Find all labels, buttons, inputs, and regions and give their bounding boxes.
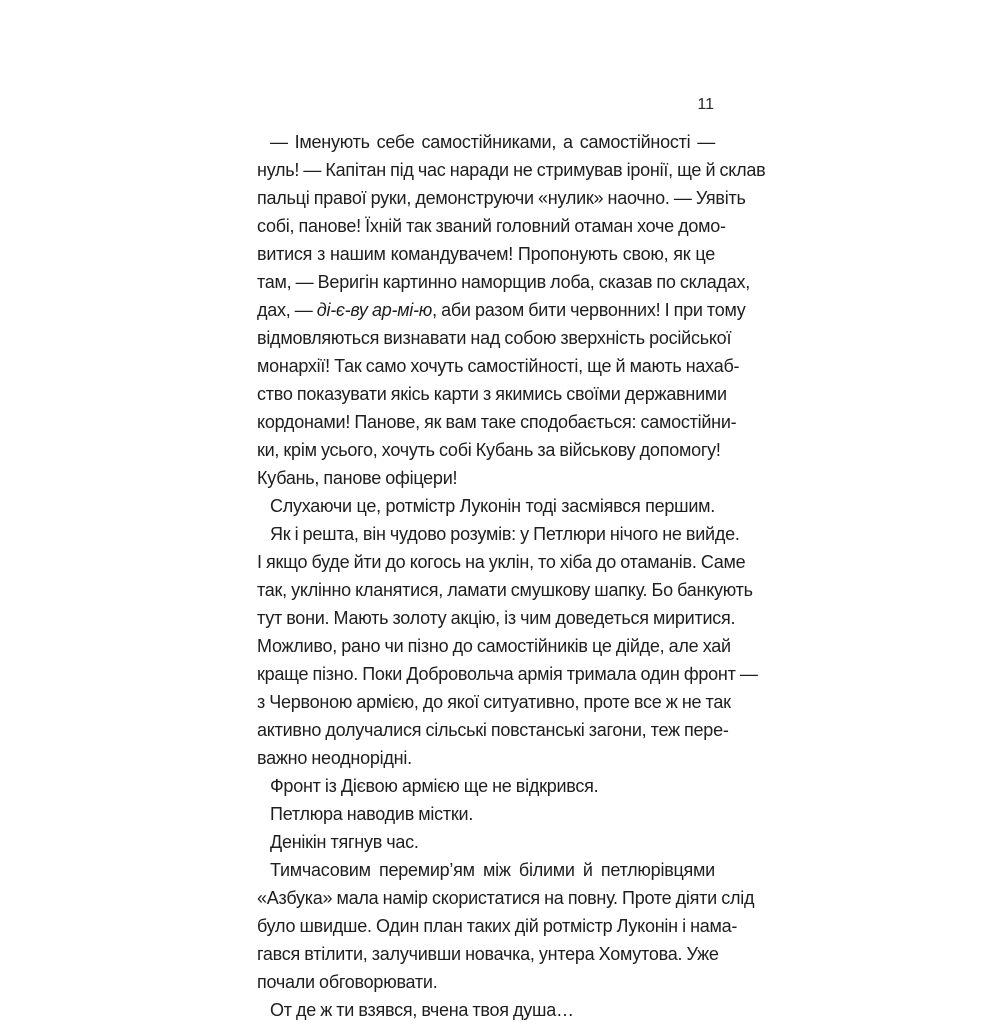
text-line: [257, 324, 732, 352]
text-segment: було швидше. Один план таких дій ротмістр Луконін і нама-: [257, 916, 738, 936]
text-segment: От де ж ти взявся, вчена твоя душа…: [270, 1000, 574, 1020]
text-line: [257, 296, 746, 324]
text-segment: Тимчасовим перемир’ям між білими й петлюрівцями: [270, 860, 715, 880]
text-line: [257, 212, 726, 240]
italic-text-segment: ді-є-ву ар-мі-ю: [316, 300, 433, 320]
text-line: [257, 128, 715, 156]
text-segment: витися з нашим командувачем! Пропонують свою, як це: [257, 244, 715, 264]
text-line: [257, 884, 755, 912]
text-line: [257, 492, 715, 520]
body-text: [257, 128, 766, 1024]
text-line: [257, 576, 753, 604]
text-line: [257, 156, 766, 184]
text-line: [257, 184, 746, 212]
text-line: [257, 912, 738, 940]
text-line: [257, 744, 715, 772]
text-line: [257, 464, 715, 492]
text-line: [257, 520, 740, 548]
text-line: [257, 380, 727, 408]
text-line: [257, 828, 715, 856]
text-line: [257, 632, 731, 660]
text-line: [257, 660, 758, 688]
text-segment: дах, —: [257, 300, 317, 320]
text-line: [257, 800, 715, 828]
text-line: [257, 772, 715, 800]
text-segment: Як і решта, він чудово розумів: у Петлюри нічого не вийде.: [270, 524, 740, 544]
text-line: [257, 688, 731, 716]
text-segment: собі, панове! Їхній так званий головний отаман хоче домо-: [257, 216, 726, 236]
text-line: [257, 268, 751, 296]
text-segment: з Червоною армією, до якої ситуативно, проте все ж не так: [257, 692, 731, 712]
text-segment: гався втілити, залучивши новачка, унтера Хомутова. Уже: [257, 944, 719, 964]
text-segment: — Іменують себе самостійниками, а самостійності —: [270, 132, 715, 152]
text-segment: , аби разом бити червонних! І при тому: [432, 300, 746, 320]
text-segment: пальці правої руки, демонструючи «нулик» наочно. — Уявіть: [257, 188, 746, 208]
text-line: [257, 996, 715, 1024]
text-line: [257, 240, 715, 268]
text-segment: Кубань, панове офіцери!: [257, 468, 458, 488]
text-segment: Слухаючи це, ротмістр Луконін тоді засміявся першим.: [270, 496, 715, 516]
text-segment: важно неоднорідні.: [257, 748, 412, 768]
text-segment: І якщо буде йти до когось на уклін, то хіба до отаманів. Саме: [257, 552, 746, 572]
text-segment: кордонами! Панове, як вам таке сподобається: самостійни-: [257, 412, 737, 432]
text-segment: «Азбука» мала намір скористатися на повну. Проте діяти слід: [257, 888, 755, 908]
text-line: [257, 940, 719, 968]
text-segment: активно долучалися сільські повстанські загони, теж пере-: [257, 720, 729, 740]
text-segment: Денікін тягнув час.: [270, 832, 419, 852]
text-segment: тут вони. Мають золоту акцію, із чим доведеться миритися.: [257, 608, 736, 628]
text-segment: почали обговорювати.: [257, 972, 438, 992]
text-line: [257, 604, 736, 632]
text-segment: ство показувати якісь карти з якимись своїми державними: [257, 384, 727, 404]
text-line: [257, 856, 715, 884]
text-segment: Петлюра наводив містки.: [270, 804, 474, 824]
text-line: [257, 716, 729, 744]
text-segment: монархії! Так само хочуть самостійності, ще й мають нахаб-: [257, 356, 740, 376]
text-segment: так, уклінно кланятися, ламати смушкову шапку. Бо банкують: [257, 580, 753, 600]
text-segment: Можливо, рано чи пізно до самостійників це дійде, але хай: [257, 636, 731, 656]
text-line: [257, 968, 715, 996]
text-segment: відмовляються визнавати над собою зверхність російської: [257, 328, 732, 348]
text-segment: нуль! — Капітан під час наради не стримував іронії, ще й склав: [257, 160, 766, 180]
text-line: [257, 408, 737, 436]
text-segment: там, — Веригін картинно наморщив лоба, сказав по складах,: [257, 272, 751, 292]
text-segment: краще пізно. Поки Добровольча армія тримала один фронт —: [257, 664, 758, 684]
text-line: [257, 436, 721, 464]
text-line: [257, 548, 746, 576]
page-number: 11: [697, 96, 714, 113]
text-segment: ки, крім усього, хочуть собі Кубань за військову допомогу!: [257, 440, 721, 460]
text-segment: Фронт із Дієвою армією ще не відкрився.: [270, 776, 599, 796]
text-line: [257, 352, 740, 380]
